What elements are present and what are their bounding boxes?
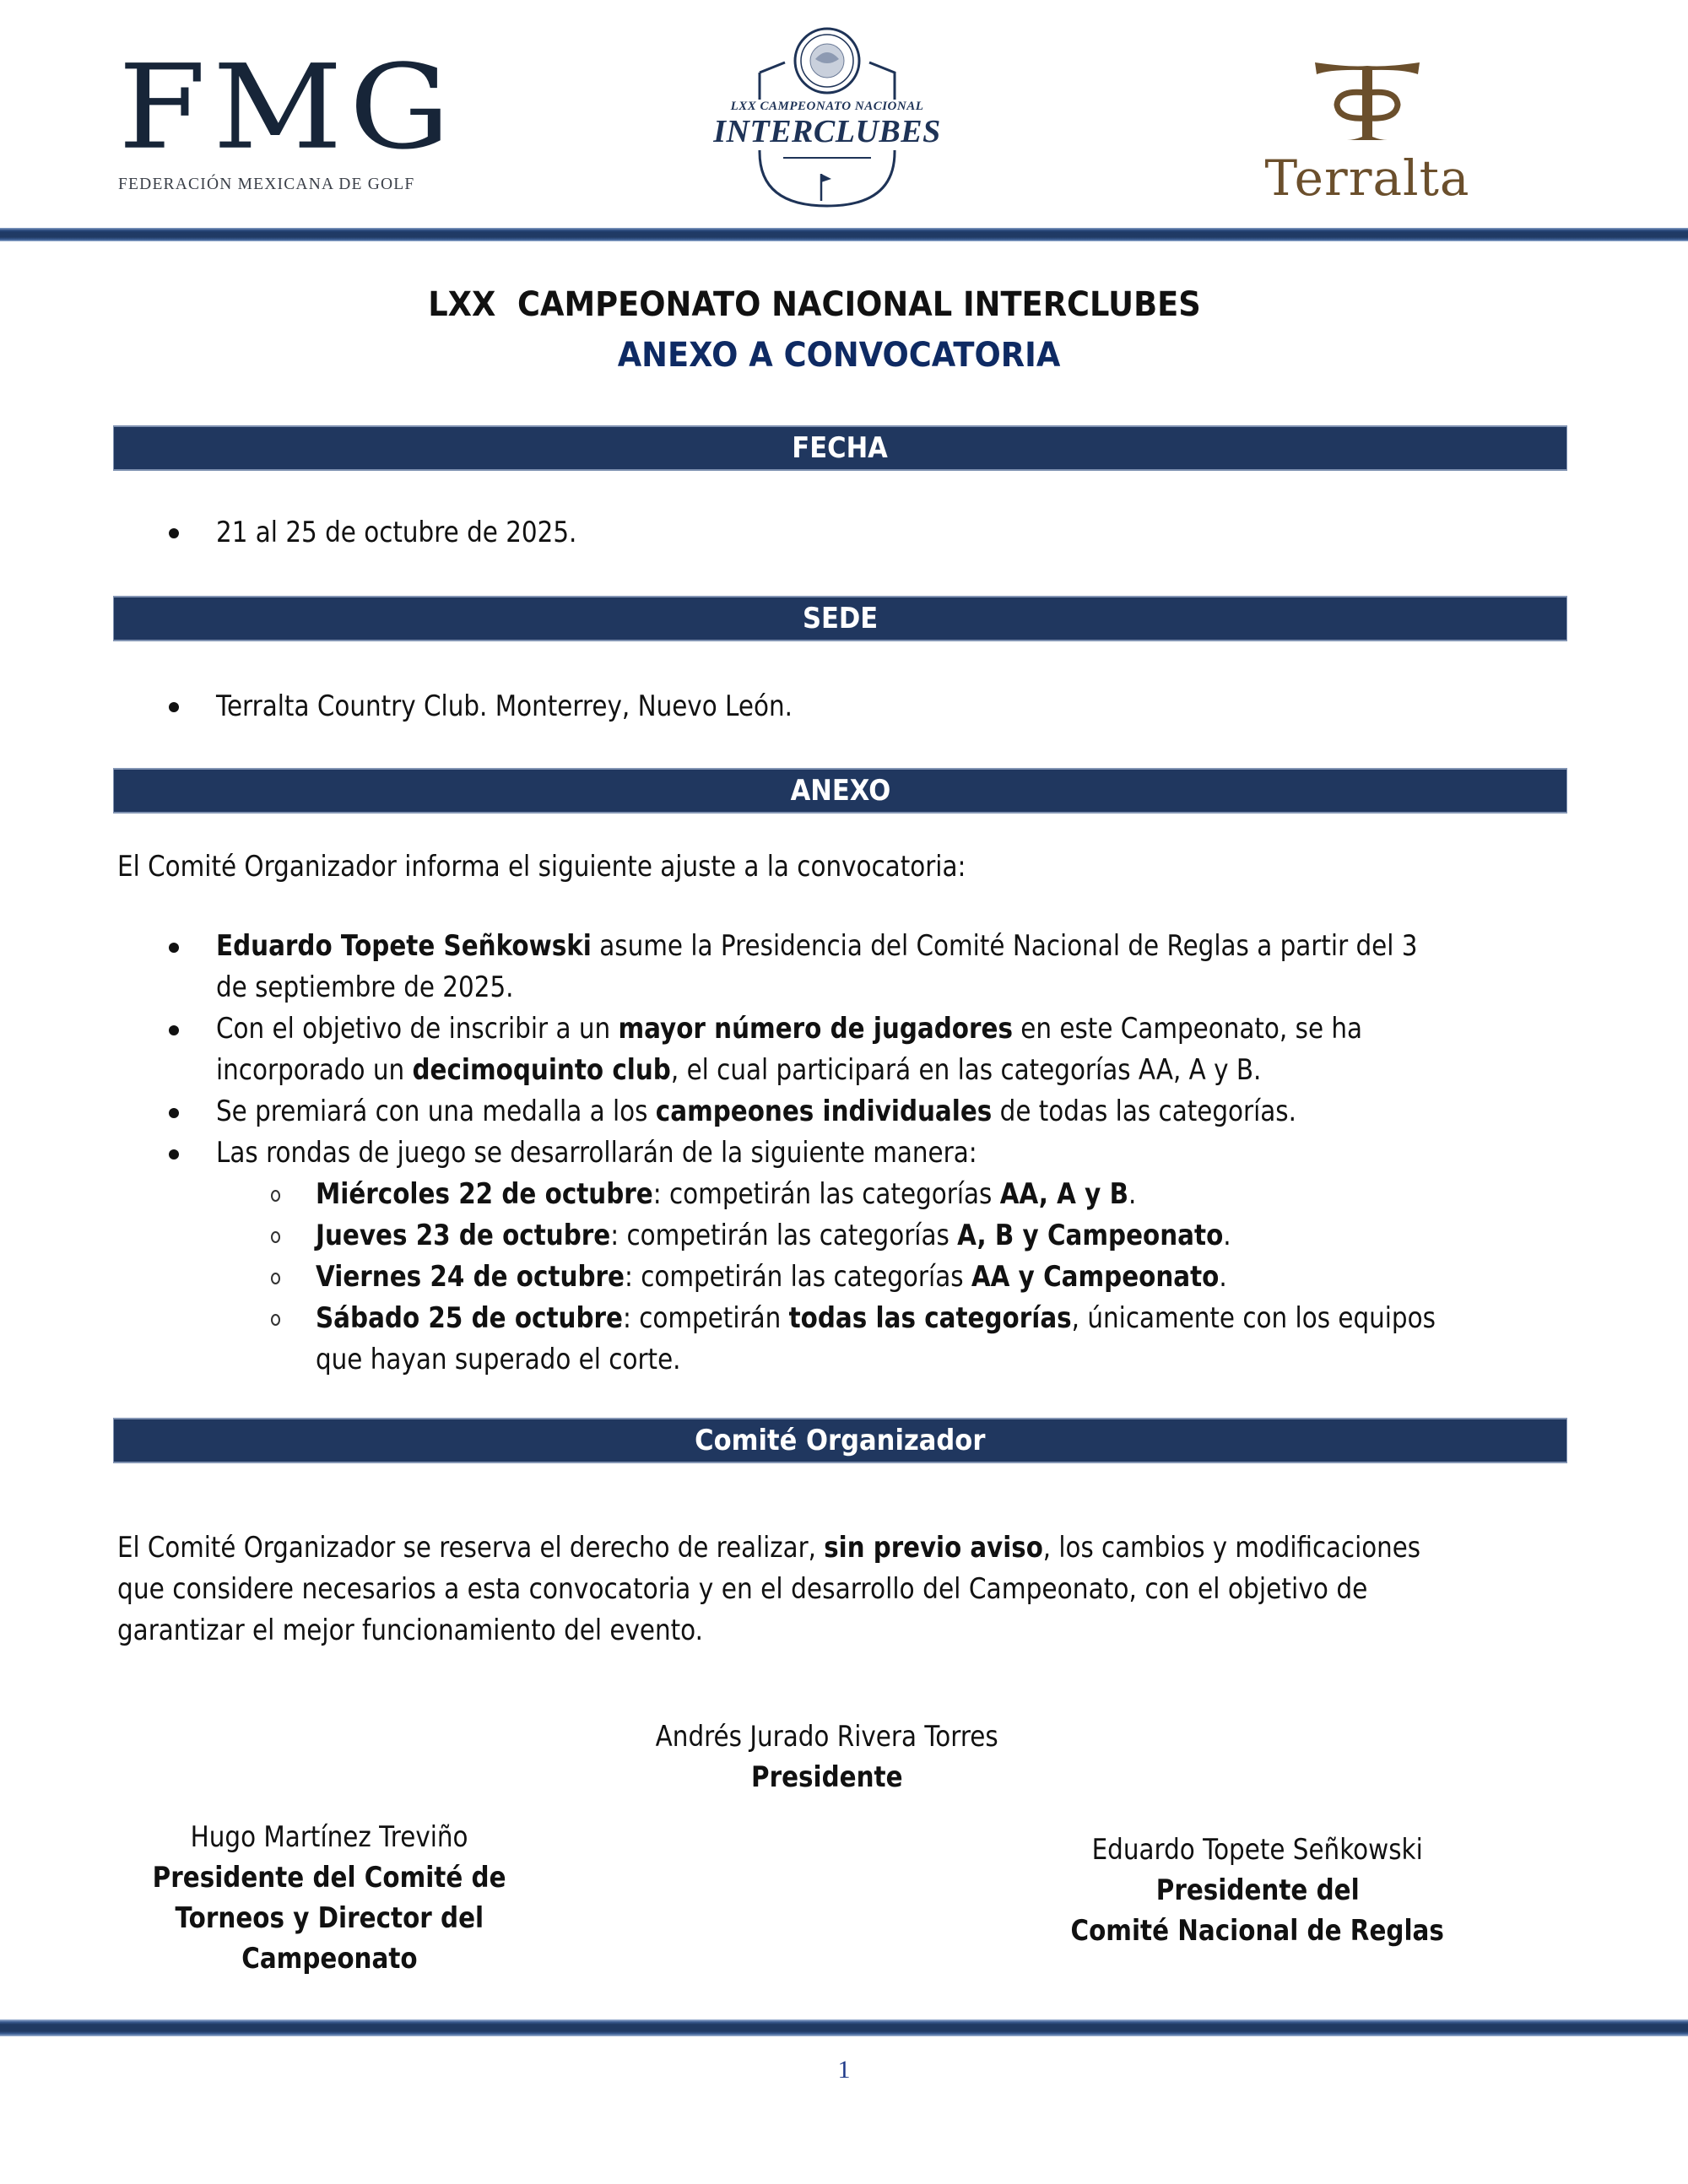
signatory-role: Campeonato [241,1942,418,1976]
interclubes-logo [701,25,954,211]
fmg-logo-letters: FMG [118,40,457,176]
signatory-role: Presidente [751,1760,903,1794]
signature-president [549,1716,1106,1797]
round-day: Jueves 23 de octubre [316,1219,611,1252]
bullet-icon [169,1149,179,1160]
text: : competirán las categorías [624,1260,971,1294]
text: , el cual participará en las categorías AA, A y B. [670,1053,1262,1087]
text: incorporado un [216,1053,413,1087]
text: : competirán las categorías [610,1219,958,1252]
bullet-icon [169,1025,179,1035]
round-categories: A, B y Campeonato [957,1219,1224,1252]
section-heading-sede-label: SEDE [802,602,879,635]
fecha-item [216,512,633,554]
bullet-icon [169,702,179,712]
bold-name: Eduardo Topete Señkowski [216,929,592,963]
signatory-role: Presidente del [1155,1873,1360,1907]
terralta-logo [1249,59,1485,211]
round-item [316,1257,1369,1298]
bold-text: sin previo aviso [824,1531,1043,1565]
signatory-name: Andrés Jurado Rivera Torres [655,1720,999,1754]
text: El Comité Organizador se reserva el derecho de realizar, [117,1531,825,1565]
text: garantizar el mejor funcionamiento del evento. [117,1614,703,1647]
sede-item [216,686,883,727]
text: : competirán las categorías [652,1177,1000,1211]
text: de todas las categorías. [992,1095,1296,1128]
round-item [316,1298,1610,1339]
text: que considere necesarios a esta convocatoria y en el desarrollo del Campeonato, con el objetivo de [117,1572,1368,1606]
document-title: LXX CAMPEONATO NACIONAL INTERCLUBES [428,285,1201,324]
comite-paragraph-line-2 [117,1569,1564,1610]
text: . [1128,1177,1137,1211]
section-heading-anexo-label: ANEXO [790,774,890,808]
anexo-bullet-1-line-2 [216,967,560,1008]
round-item [316,1174,1264,1215]
anexo-bullet-4 [216,1133,1096,1174]
anexo-intro [117,846,1098,888]
round-categories: AA y Campeonato [971,1260,1220,1294]
interclubes-logo-top-line: LXX CAMPEONATO NACIONAL [701,100,954,114]
terralta-monogram-icon [1300,59,1435,147]
sub-bullet-icon [271,1190,280,1202]
comite-paragraph-line-3 [117,1610,1564,1652]
fmg-logo [118,40,457,193]
page-number: 1 [837,2056,851,2084]
fmg-logo-subtitle: FEDERACIÓN MEXICANA DE GOLF [118,176,415,193]
signatory-name: Eduardo Topete Señkowski [1091,1833,1424,1867]
anexo-bullet-3 [216,1091,1465,1133]
text: : competirán [622,1301,789,1335]
sub-bullet-icon [271,1231,280,1243]
text: . [1223,1219,1231,1252]
interclubes-logo-word: INTERCLUBES [701,113,954,150]
text: . [1219,1260,1227,1294]
anexo-bullet-2-line-2 [216,1050,1425,1091]
terralta-logo-word: Terralta [1264,149,1470,207]
text: en este Campeonato, se ha [1012,1012,1363,1046]
anexo-bullet-1-text: asume la Presidencia del Comité Nacional de Reglas a partir del 3 [591,929,1418,963]
section-heading-sede [113,596,1567,641]
round-categories: todas las categorías [788,1301,1072,1335]
anexo-bullet-1-text-cont: de septiembre de 2025. [216,970,514,1004]
signatory-role: Torneos y Director del [175,1901,484,1935]
signatory-role: Comité Nacional de Reglas [1070,1914,1445,1948]
text: Se premiará con una medalla a los [216,1095,656,1128]
anexo-bullet-2-line-1 [216,1008,1541,1050]
anexo-intro-text: El Comité Organizador informa el siguiente ajuste a la convocatoria: [117,850,966,884]
round-item-continuation [316,1339,738,1381]
fecha-item-text: 21 al 25 de octubre de 2025. [216,516,577,549]
round-day: Sábado 25 de octubre [316,1301,623,1335]
round-day: Viernes 24 de octubre [316,1260,625,1294]
signature-rules-president [1038,1830,1477,1951]
section-heading-comite-label: Comité Organizador [695,1424,986,1457]
sub-bullet-icon [271,1314,280,1326]
round-categories: AA, A y B [999,1177,1129,1211]
bold-text: decimoquinto club [412,1053,671,1087]
signatory-name: Hugo Martínez Treviño [190,1820,468,1854]
section-heading-anexo [113,768,1567,814]
text: , únicamente con los equipos [1071,1301,1436,1335]
signature-tournaments-director [110,1817,549,1979]
document-subtitle: ANEXO A CONVOCATORIA [617,336,1061,375]
comite-paragraph-line-1 [117,1527,1564,1569]
footer-divider [0,2019,1688,2036]
sub-bullet-icon [271,1273,280,1284]
sede-item-text: Terralta Country Club. Monterrey, Nuevo León. [216,689,793,723]
bullet-icon [169,1108,179,1118]
signatory-role: Presidente del Comité de [152,1861,506,1895]
header-divider [0,228,1688,241]
bullet-icon [169,943,179,953]
anexo-bullet-1-line-1 [216,926,1605,967]
section-heading-fecha [113,425,1567,471]
round-item [316,1215,1374,1257]
text: , los cambios y modificaciones [1042,1531,1420,1565]
round-day: Miércoles 22 de octubre [316,1177,653,1211]
section-heading-fecha-label: FECHA [792,431,889,465]
bold-text: campeones individuales [655,1095,993,1128]
text: Con el objetivo de inscribir a un [216,1012,619,1046]
anexo-bullet-4-text: Las rondas de juego se desarrollarán de la siguiente manera: [216,1136,977,1170]
bold-text: mayor número de jugadores [618,1012,1013,1046]
bullet-icon [169,528,179,538]
section-heading-comite [113,1418,1567,1463]
text: que hayan superado el corte. [316,1343,681,1376]
